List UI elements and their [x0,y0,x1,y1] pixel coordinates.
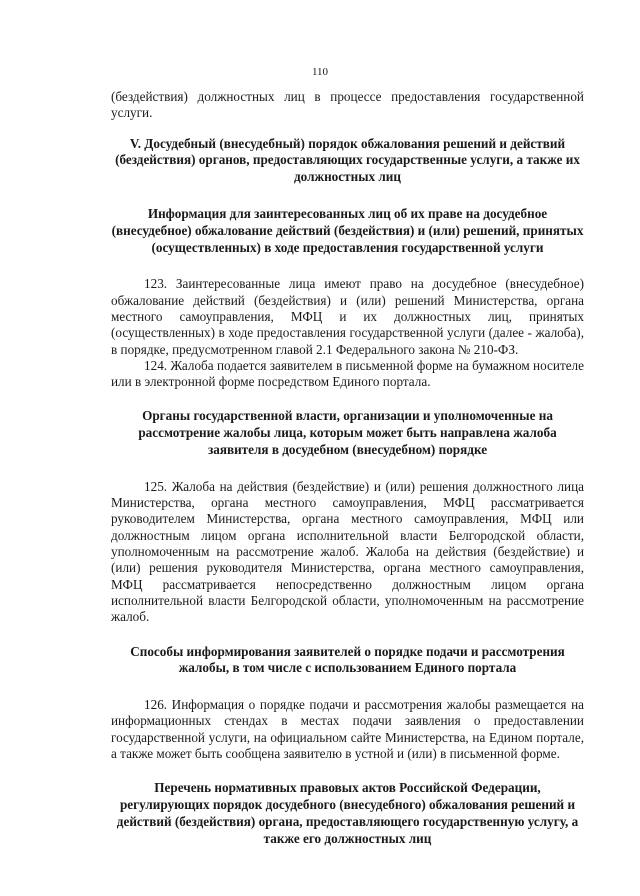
section-v-heading: V. Досудебный (внесудебный) порядок обжалования решений и действий (бездействия) органов, предоставляющих государственные услуги, а также их должностных лиц [115,135,580,185]
page-number: 110 [311,66,329,78]
paragraph-124: 124. Жалоба подается заявителем в письменной форме на бумажном носителе или в электронной форме посредством Единого портала. [111,357,584,390]
page-content [111,89,584,847]
intro-paragraph: (бездействия) должностных лиц в процессе предоставления государственной услуги. [111,89,584,121]
info-heading: Информация для заинтересованных лиц об их праве на досудебное (внесудебное) обжалование действий (бездействия) и (или) решений, принятых (осуществленных) в ходе предоставления государственной услуги [111,205,584,255]
bodies-heading: Органы государственной власти, организации и уполномоченные на рассмотрение жалобы лица, которым может быть направлена жалоба заявителя в досудебном (внесудебном) порядке [138,408,557,458]
paragraph-125: 125. Жалоба на действия (бездействие) и (или) решения должностного лица Министерства, органа местного самоуправления, МФЦ рассматривается руководителем Министерства, органа местного самоуправления, МФЦ или должностным лицом органа исполнительной власти Белгородской области, уполномоченным на рассмотрение жалоб. Жалоба на действия (бездействие) и (или) решения руководителя Министерства, органа местного самоуправления, МФЦ рассматривается непосредственно должностным лицом органа исполнительной власти Белгородской области, уполномоченным на рассмотрение жалоб. [111,478,584,625]
paragraph-126: 126. Информация о порядке подачи и рассмотрения жалобы размещается на информационных стендах в местах подачи заявления о предоставлении государственной услуги, на официальном сайте Министерства, на Едином портале, а также может быть сообщена заявителю в устной и (или) в письменной форме. [111,697,584,761]
acts-heading: Перечень нормативных правовых актов Российской Федерации, регулирующих порядок досудебного (внесудебного) обжалования решений и действий (бездействия) органа, предоставляющего государственную услугу, а также его должностных лиц [116,780,579,846]
ways-heading: Способы информирования заявителей о порядке подачи и рассмотрения жалобы, в том числе с использованием Единого портала [130,643,565,676]
paragraph-123: 123. Заинтересованные лица имеют право на досудебное (внесудебное) обжалование действий (бездействия) и (или) решений Министерства, органа местного самоуправления, МФЦ и их должностных лиц, принятых (осуществленных) в ходе предоставления государственной услуги (далее - жалоба), в порядке, предусмотренном главой 2.1 Федерального закона № 210-ФЗ. [111,276,584,357]
